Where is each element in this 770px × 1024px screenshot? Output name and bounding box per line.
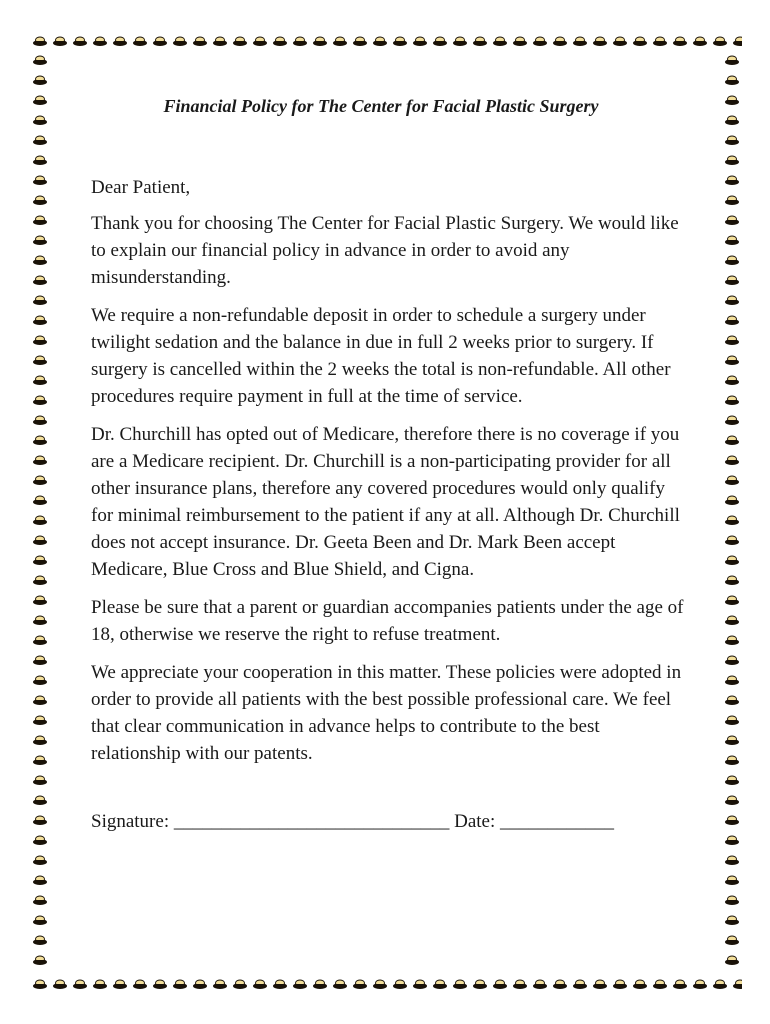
decorative-border-bottom bbox=[30, 974, 742, 994]
hat-icon bbox=[33, 96, 47, 105]
hat-icon bbox=[273, 37, 287, 46]
hat-icon bbox=[725, 796, 739, 805]
hat-icon bbox=[173, 980, 187, 989]
hat-icon bbox=[133, 37, 147, 46]
hat-icon bbox=[533, 37, 547, 46]
hat-icon bbox=[725, 336, 739, 345]
hat-icon bbox=[433, 980, 447, 989]
paragraph-intro: Thank you for choosing The Center for Facial Plastic Surgery. We would like to explain our financial policy in advance in order to avoid any misunderstanding. bbox=[91, 213, 679, 288]
hat-icon bbox=[725, 836, 739, 845]
hat-icon bbox=[33, 656, 47, 665]
hat-icon bbox=[213, 37, 227, 46]
hat-icon bbox=[293, 980, 307, 989]
hat-icon bbox=[725, 376, 739, 385]
hat-icon bbox=[33, 816, 47, 825]
hat-icon bbox=[725, 296, 739, 305]
hat-icon bbox=[725, 396, 739, 405]
hat-icon bbox=[153, 37, 167, 46]
hat-icon bbox=[353, 37, 367, 46]
hat-icon bbox=[133, 980, 147, 989]
hat-icon bbox=[373, 37, 387, 46]
hat-icon bbox=[725, 276, 739, 285]
hat-icon bbox=[725, 676, 739, 685]
hat-icon bbox=[33, 696, 47, 705]
hat-icon bbox=[725, 356, 739, 365]
hat-icon bbox=[293, 37, 307, 46]
hat-icon bbox=[333, 980, 347, 989]
hat-icon bbox=[413, 980, 427, 989]
hat-icon bbox=[33, 176, 47, 185]
hat-icon bbox=[413, 37, 427, 46]
hat-icon bbox=[33, 56, 47, 65]
hat-icon bbox=[33, 556, 47, 565]
hat-icon bbox=[253, 37, 267, 46]
hat-icon bbox=[725, 736, 739, 745]
hat-icon bbox=[725, 856, 739, 865]
hat-icon bbox=[473, 980, 487, 989]
hat-icon bbox=[73, 980, 87, 989]
hat-icon bbox=[725, 316, 739, 325]
hat-icon bbox=[713, 37, 727, 46]
hat-icon bbox=[725, 216, 739, 225]
hat-icon bbox=[725, 416, 739, 425]
hat-icon bbox=[253, 980, 267, 989]
hat-icon bbox=[725, 96, 739, 105]
hat-icon bbox=[93, 37, 107, 46]
hat-icon bbox=[33, 616, 47, 625]
hat-icon bbox=[33, 876, 47, 885]
hat-icon bbox=[573, 37, 587, 46]
hat-icon bbox=[613, 980, 627, 989]
hat-icon bbox=[33, 896, 47, 905]
hat-icon bbox=[725, 576, 739, 585]
hat-icon bbox=[33, 956, 47, 965]
hat-icon bbox=[725, 516, 739, 525]
hat-icon bbox=[653, 37, 667, 46]
hat-icon bbox=[33, 736, 47, 745]
hat-icon bbox=[533, 980, 547, 989]
hat-icon bbox=[725, 536, 739, 545]
hat-icon bbox=[725, 936, 739, 945]
hat-icon bbox=[653, 980, 667, 989]
paragraph-insurance: Dr. Churchill has opted out of Medicare, therefore there is no coverage if you are a Medicare recipient. Dr. Churchill is a non-participating provider for all other insurance plans, therefore any covered procedures would only qualify for minimal reimbursement to the patient if any at all. Although Dr. Churchill does not accept insurance. Dr. Geeta Been and Dr. Mark Been accept Medicare, Blue Cross and Blue Shield, and Cigna. bbox=[91, 424, 680, 580]
hat-icon bbox=[113, 980, 127, 989]
hat-icon bbox=[725, 476, 739, 485]
hat-icon bbox=[725, 556, 739, 565]
hat-icon bbox=[693, 980, 707, 989]
hat-icon bbox=[725, 876, 739, 885]
hat-icon bbox=[613, 37, 627, 46]
hat-icon bbox=[33, 37, 47, 46]
decorative-border-right bbox=[722, 50, 742, 974]
hat-icon bbox=[33, 296, 47, 305]
hat-icon bbox=[33, 196, 47, 205]
hat-icon bbox=[33, 316, 47, 325]
hat-icon bbox=[513, 37, 527, 46]
hat-icon bbox=[725, 236, 739, 245]
hat-icon bbox=[373, 980, 387, 989]
hat-icon bbox=[33, 276, 47, 285]
hat-icon bbox=[725, 496, 739, 505]
hat-icon bbox=[153, 980, 167, 989]
hat-icon bbox=[493, 37, 507, 46]
hat-icon bbox=[233, 980, 247, 989]
hat-icon bbox=[725, 436, 739, 445]
hat-icon bbox=[553, 980, 567, 989]
hat-icon bbox=[33, 576, 47, 585]
hat-icon bbox=[33, 436, 47, 445]
hat-icon bbox=[113, 37, 127, 46]
hat-icon bbox=[725, 636, 739, 645]
hat-icon bbox=[33, 396, 47, 405]
hat-icon bbox=[513, 980, 527, 989]
hat-icon bbox=[33, 476, 47, 485]
hat-icon bbox=[733, 980, 742, 989]
hat-icon bbox=[725, 256, 739, 265]
hat-icon bbox=[733, 37, 742, 46]
hat-icon bbox=[725, 776, 739, 785]
hat-icon bbox=[193, 980, 207, 989]
hat-icon bbox=[725, 656, 739, 665]
hat-icon bbox=[273, 980, 287, 989]
hat-icon bbox=[33, 536, 47, 545]
hat-icon bbox=[173, 37, 187, 46]
hat-icon bbox=[33, 836, 47, 845]
hat-icon bbox=[633, 37, 647, 46]
hat-icon bbox=[33, 916, 47, 925]
hat-icon bbox=[33, 376, 47, 385]
hat-icon bbox=[33, 716, 47, 725]
hat-icon bbox=[725, 916, 739, 925]
hat-icon bbox=[693, 37, 707, 46]
hat-icon bbox=[33, 336, 47, 345]
hat-icon bbox=[33, 456, 47, 465]
hat-icon bbox=[33, 116, 47, 125]
hat-icon bbox=[725, 596, 739, 605]
hat-icon bbox=[33, 256, 47, 265]
decorative-border-top bbox=[30, 31, 742, 51]
hat-icon bbox=[725, 56, 739, 65]
hat-icon bbox=[33, 356, 47, 365]
hat-icon bbox=[725, 716, 739, 725]
decorative-border-left bbox=[30, 50, 50, 974]
hat-icon bbox=[33, 216, 47, 225]
hat-icon bbox=[725, 896, 739, 905]
hat-icon bbox=[213, 980, 227, 989]
hat-icon bbox=[33, 236, 47, 245]
hat-icon bbox=[33, 856, 47, 865]
greeting: Dear Patient, bbox=[91, 177, 191, 198]
hat-icon bbox=[725, 176, 739, 185]
hat-icon bbox=[473, 37, 487, 46]
hat-icon bbox=[725, 956, 739, 965]
hat-icon bbox=[725, 696, 739, 705]
hat-icon bbox=[553, 37, 567, 46]
hat-icon bbox=[725, 456, 739, 465]
hat-icon bbox=[673, 980, 687, 989]
hat-icon bbox=[593, 37, 607, 46]
hat-icon bbox=[233, 37, 247, 46]
hat-icon bbox=[333, 37, 347, 46]
signature-line[interactable]: Signature: _____________________________ Date: ____________ bbox=[91, 811, 614, 832]
hat-icon bbox=[193, 37, 207, 46]
hat-icon bbox=[53, 980, 67, 989]
hat-icon bbox=[313, 37, 327, 46]
hat-icon bbox=[93, 980, 107, 989]
hat-icon bbox=[725, 156, 739, 165]
hat-icon bbox=[725, 116, 739, 125]
hat-icon bbox=[33, 516, 47, 525]
hat-icon bbox=[673, 37, 687, 46]
hat-icon bbox=[33, 676, 47, 685]
hat-icon bbox=[433, 37, 447, 46]
policy-document bbox=[91, 94, 691, 835]
hat-icon bbox=[73, 37, 87, 46]
hat-icon bbox=[33, 756, 47, 765]
hat-icon bbox=[33, 596, 47, 605]
hat-icon bbox=[725, 616, 739, 625]
hat-icon bbox=[313, 980, 327, 989]
document-title: Financial Policy for The Center for Facial Plastic Surgery bbox=[163, 96, 599, 116]
hat-icon bbox=[725, 76, 739, 85]
hat-icon bbox=[725, 816, 739, 825]
hat-icon bbox=[33, 496, 47, 505]
hat-icon bbox=[725, 196, 739, 205]
hat-icon bbox=[453, 980, 467, 989]
paragraph-deposit: We require a non-refundable deposit in order to schedule a surgery under twilight sedation and the balance in due in full 2 weeks prior to surgery. If surgery is cancelled within the 2 weeks the total is non-refundable. All other procedures require payment in full at the time of service. bbox=[91, 305, 671, 407]
hat-icon bbox=[453, 37, 467, 46]
hat-icon bbox=[573, 980, 587, 989]
hat-icon bbox=[53, 37, 67, 46]
hat-icon bbox=[393, 980, 407, 989]
hat-icon bbox=[33, 796, 47, 805]
hat-icon bbox=[33, 980, 47, 989]
hat-icon bbox=[33, 136, 47, 145]
paragraph-minors: Please be sure that a parent or guardian accompanies patients under the age of 18, otherwise we reserve the right to refuse treatment. bbox=[91, 597, 684, 645]
hat-icon bbox=[393, 37, 407, 46]
hat-icon bbox=[593, 980, 607, 989]
hat-icon bbox=[713, 980, 727, 989]
paragraph-closing: We appreciate your cooperation in this matter. These policies were adopted in order to provide all patients with the best possible professional care. We feel that clear communication in advance helps to contribute to the best relationship with our patents. bbox=[91, 662, 682, 764]
hat-icon bbox=[33, 776, 47, 785]
hat-icon bbox=[33, 156, 47, 165]
hat-icon bbox=[33, 76, 47, 85]
hat-icon bbox=[633, 980, 647, 989]
hat-icon bbox=[33, 416, 47, 425]
hat-icon bbox=[725, 756, 739, 765]
hat-icon bbox=[353, 980, 367, 989]
hat-icon bbox=[33, 936, 47, 945]
hat-icon bbox=[493, 980, 507, 989]
hat-icon bbox=[33, 636, 47, 645]
hat-icon bbox=[725, 136, 739, 145]
